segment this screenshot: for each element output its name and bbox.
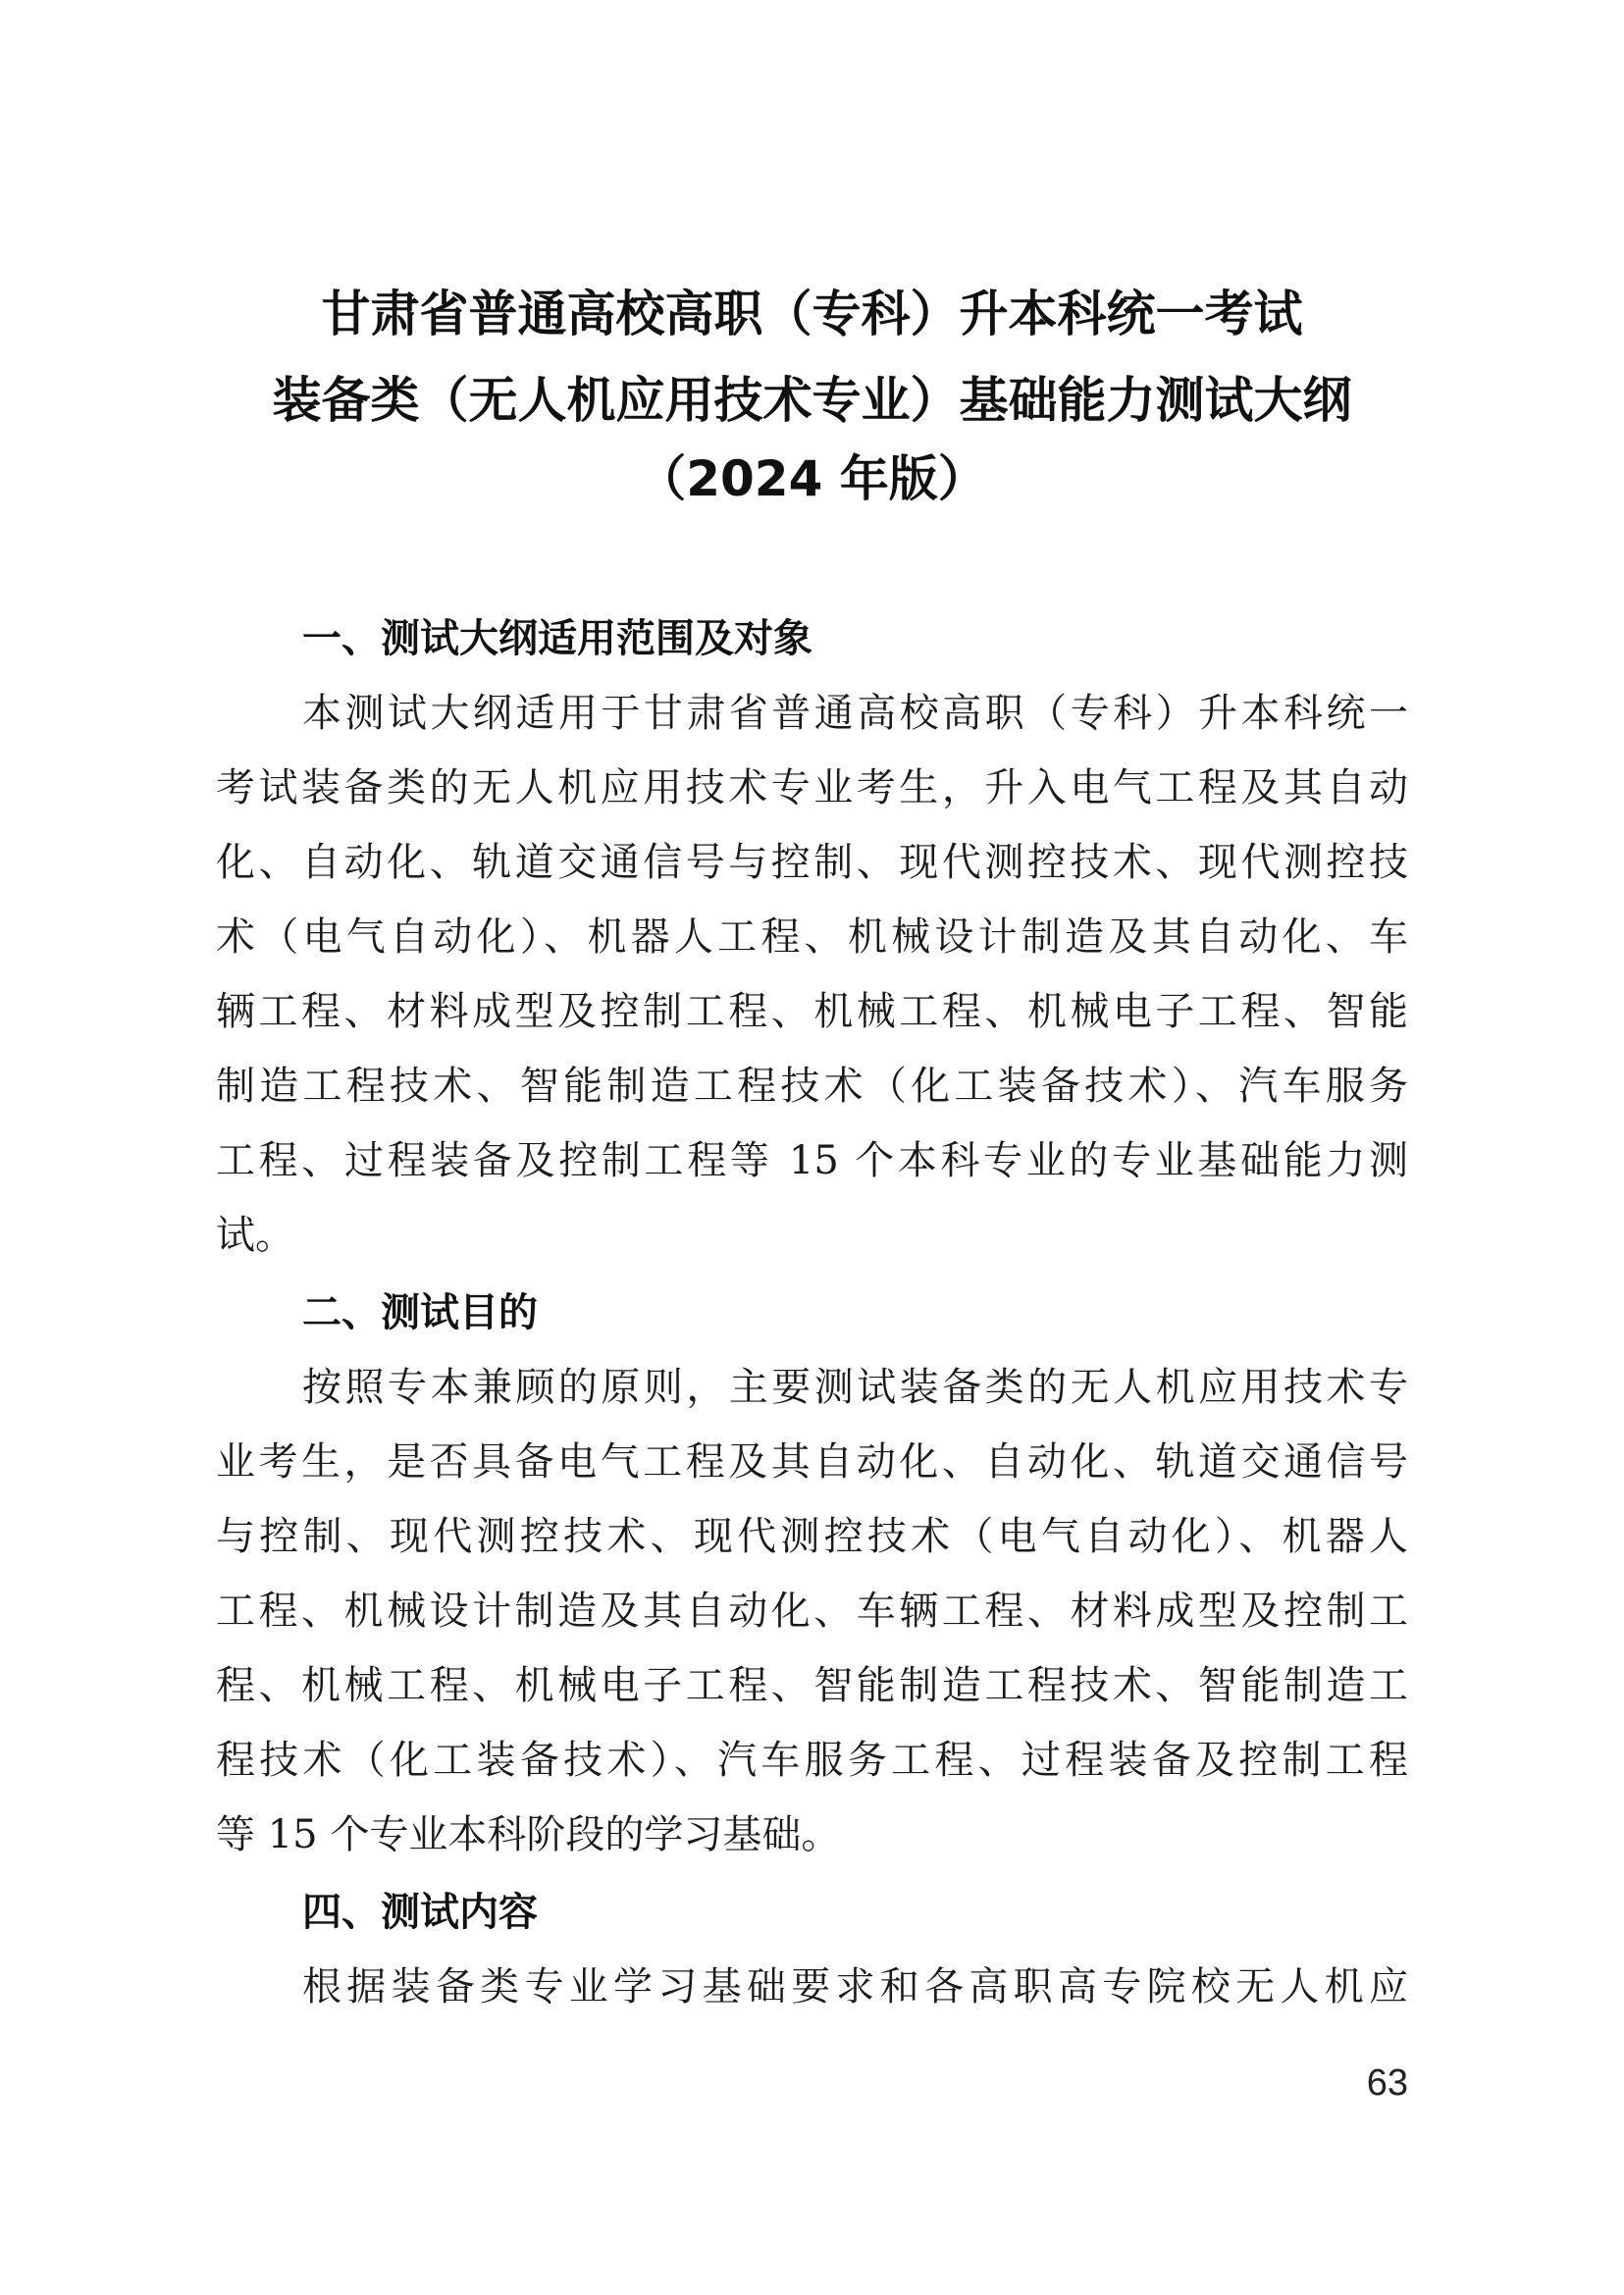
document-title-line-3: （2024 年版） [637,450,987,507]
paragraph-line: 试。 [216,1213,294,1258]
paragraph-line: 业考生，是否具备电气工程及其自动化、自动化、轨道交通信号 [216,1439,1408,1485]
paragraph-line: 按照专本兼顾的原则，主要测试装备类的无人机应用技术专 [302,1365,1408,1410]
section-heading-scope: 一、测试大纲适用范围及对象 [302,616,812,661]
section-heading-content: 四、测试内容 [302,1890,538,1935]
paragraph-line: 工程、机械设计制造及其自动化、车辆工程、材料成型及控制工 [216,1589,1408,1634]
paragraph-line: 本测试大纲适用于甘肃省普通高校高职（专科）升本科统一 [302,691,1408,736]
paragraph-line: 根据装备类专业学习基础要求和各高职高专院校无人机应 [302,1964,1408,2009]
paragraph-line: 术（电气自动化）、机器人工程、机械设计制造及其自动化、车 [216,914,1408,960]
document-title-line-1: 甘肃省普通高校高职（专科）升本科统一考试 [321,286,1303,342]
document-title-line-2: 装备类（无人机应用技术专业）基础能力测试大纲 [272,372,1352,429]
paragraph-line: 程技术（化工装备技术）、汽车服务工程、过程装备及控制工程 [216,1738,1408,1783]
paragraph-line: 等 15 个专业本科阶段的学习基础。 [216,1812,841,1857]
paragraph-line: 与控制、现代测控技术、现代测控技术（电气自动化）、机器人 [216,1514,1408,1559]
page-number: 63 [1366,2062,1408,2104]
paragraph-line: 辆工程、材料成型及控制工程、机械工程、机械电子工程、智能 [216,989,1408,1034]
paragraph-line: 化、自动化、轨道交通信号与控制、现代测控技术、现代测控技 [216,840,1408,885]
paragraph-line: 制造工程技术、智能制造工程技术（化工装备技术）、汽车服务 [216,1064,1408,1109]
paragraph-line: 工程、过程装备及控制工程等 15 个本科专业的专业基础能力测 [216,1138,1408,1183]
paragraph-line: 程、机械工程、机械电子工程、智能制造工程技术、智能制造工 [216,1663,1408,1708]
section-heading-purpose: 二、测试目的 [302,1290,538,1335]
paragraph-line: 考试装备类的无人机应用技术专业考生，升入电气工程及其自动 [216,765,1408,810]
